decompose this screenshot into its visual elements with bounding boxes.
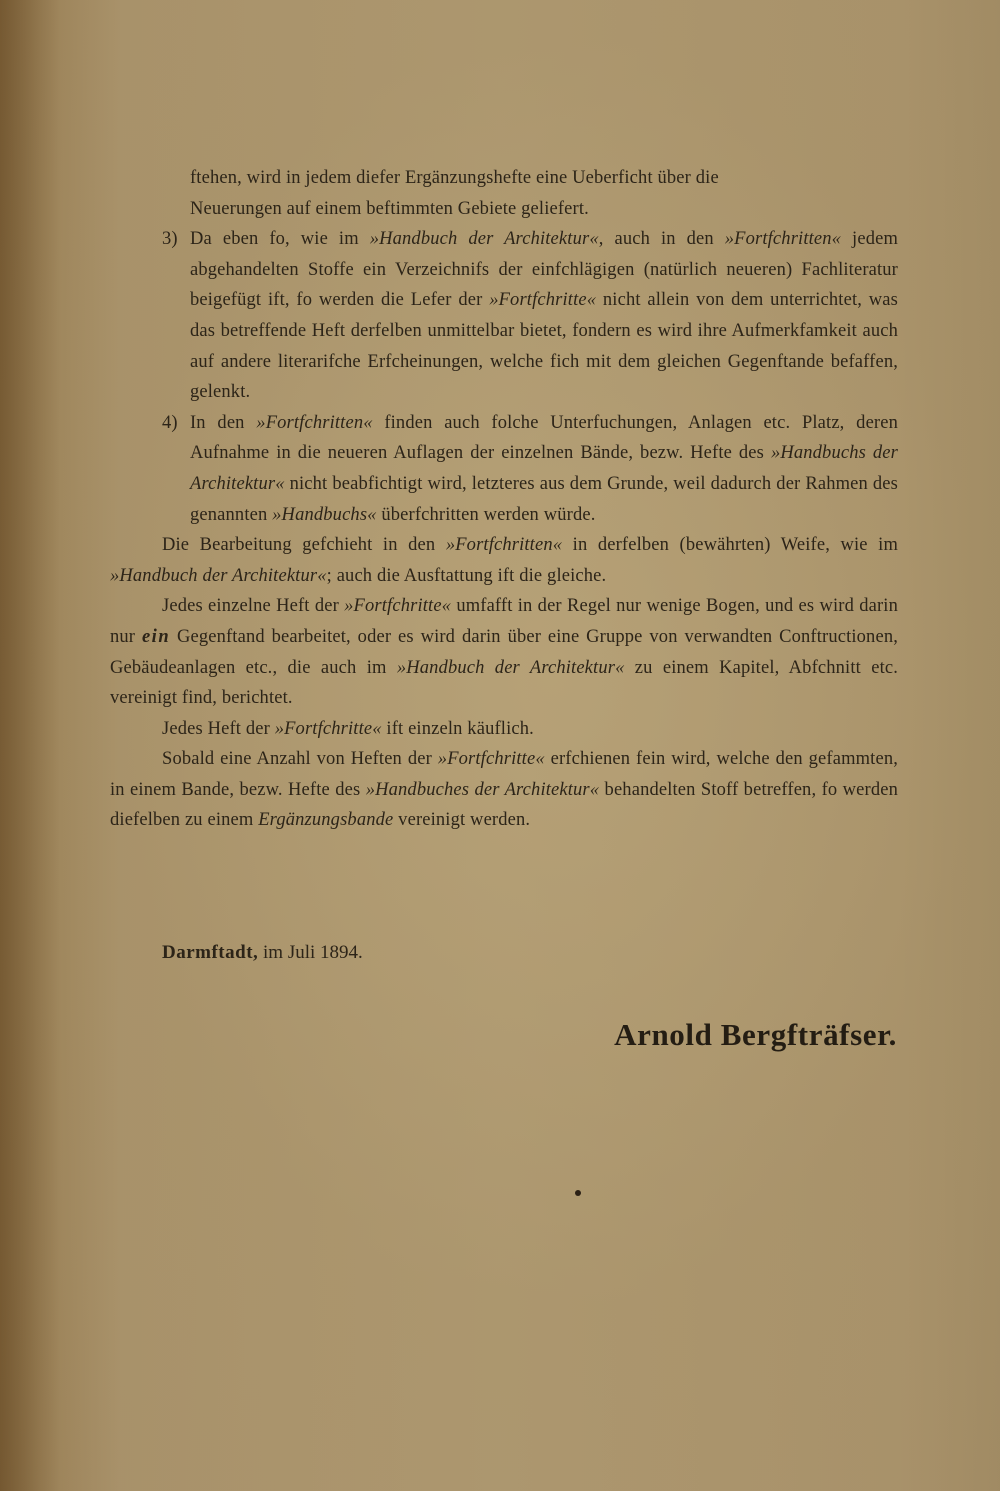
text-run: Da eben fo, wie im (190, 229, 370, 250)
text-run: finden auch folche Unterfuchungen, Anlagen etc. Platz, deren Aufnahme in die neueren Auflagen der einzelnen Bände, bezw. Hefte des (190, 412, 898, 464)
ink-speck (575, 1190, 581, 1196)
text-run: zu einem Kapitel, Abfchnitt etc. vereinigt find, berichtet. (110, 657, 898, 709)
title-reference: »Fortfchritte« (489, 290, 597, 311)
text-run: nicht beabfichtigt wird, letzteres aus dem Grunde, weil dadurch der Rahmen des genannten (190, 473, 898, 525)
paragraph-continuation (110, 163, 898, 224)
text-run: jedem abgehandelten Stoffe ein Verzeichnifs der einfchlägigen (natürlich neueren) Fachliteratur beigefügt ift, fo werden die Lefer der (190, 229, 898, 311)
place-name: Darmftadt, (162, 942, 259, 963)
title-reference: »Fortfchritte« (437, 749, 545, 770)
text-run: Gegenftand bearbeitet, oder es wird darin über eine Gruppe von verwandten Conftructionen, Gebäudeanlagen etc., die auch im (110, 626, 898, 678)
text-run: Die Bearbeitung gefchieht in den (162, 535, 446, 556)
list-number: 4) (162, 412, 178, 433)
paragraph-heft (110, 591, 898, 713)
signature: Arnold Bergfträfser. (614, 1017, 897, 1052)
text-run: ift einzeln käuflich. (381, 718, 534, 739)
title-reference: »Handbuchs« (272, 504, 377, 525)
title-reference: »Handbuch der Architektur« (369, 229, 599, 250)
paragraph-kaeuflich (110, 714, 898, 745)
text-run: Sobald eine Anzahl von Heften der (162, 749, 438, 770)
text-run: in derfelben (bewährten) Weife, wie im (562, 535, 898, 556)
place-date (162, 942, 363, 964)
text-run: In den (190, 412, 257, 433)
text-run: ; auch die Ausftattung ift die gleiche. (326, 565, 607, 586)
list-item-3 (110, 224, 898, 408)
title-reference: »Fortfchritte« (344, 596, 452, 617)
title-reference: »Fortfchritte« (274, 718, 382, 739)
text-run: erfchienen fein wird, welche den gefammten, in einem Bande, bezw. Hefte des (110, 749, 898, 800)
title-reference: »Fortfchritten« (724, 229, 842, 250)
text-run: überfchritten werden würde. (376, 504, 596, 525)
title-reference: »Handbuch der Architektur« (396, 657, 625, 678)
text-run: nicht allein von dem unterrichtet, was das betreffende Heft derfelben unmittelbar bietet, fondern es wird ihre Aufmerkfamkeit auch auf andere literarifche Erfcheinungen, welche fich mit dem gleichen Gegenftande befaffen, gelenkt. (190, 290, 898, 403)
text-run: , auch in den (598, 229, 725, 250)
title-reference: »Handbuchs der Architektur« (190, 443, 898, 494)
title-reference: »Fortfchritten« (256, 412, 373, 433)
text-line: ftehen, wird in jedem diefer Ergänzungshefte eine Ueberficht über die (190, 168, 719, 188)
list-number: 3) (162, 229, 178, 250)
paragraph-ergaenzungsband (110, 744, 898, 836)
text-run: umfafft in der Regel nur wenige Bogen, und es wird darin nur (110, 596, 898, 647)
list-item-4 (110, 408, 898, 530)
title-reference: »Fortfchritten« (445, 535, 563, 556)
body-text (110, 163, 898, 836)
title-reference: Ergänzungsbande (258, 810, 394, 831)
date-text: im Juli 1894. (263, 942, 363, 963)
text-run: Jedes Heft der (162, 718, 275, 739)
title-reference: »Handbuches der Architektur« (365, 779, 600, 800)
text-run: vereinigt werden. (393, 810, 531, 831)
text-line: Neuerungen auf einem beftimmten Gebiete geliefert. (190, 198, 589, 219)
title-reference: »Handbuch der Architektur« (110, 565, 327, 586)
emphasis-word: ein (141, 626, 171, 647)
text-run: behandelten Stoff betreffen, fo werden diefelben zu einem (110, 779, 898, 831)
text-run: Jedes einzelne Heft der (162, 596, 345, 617)
paragraph-bearbeitung (110, 530, 898, 591)
